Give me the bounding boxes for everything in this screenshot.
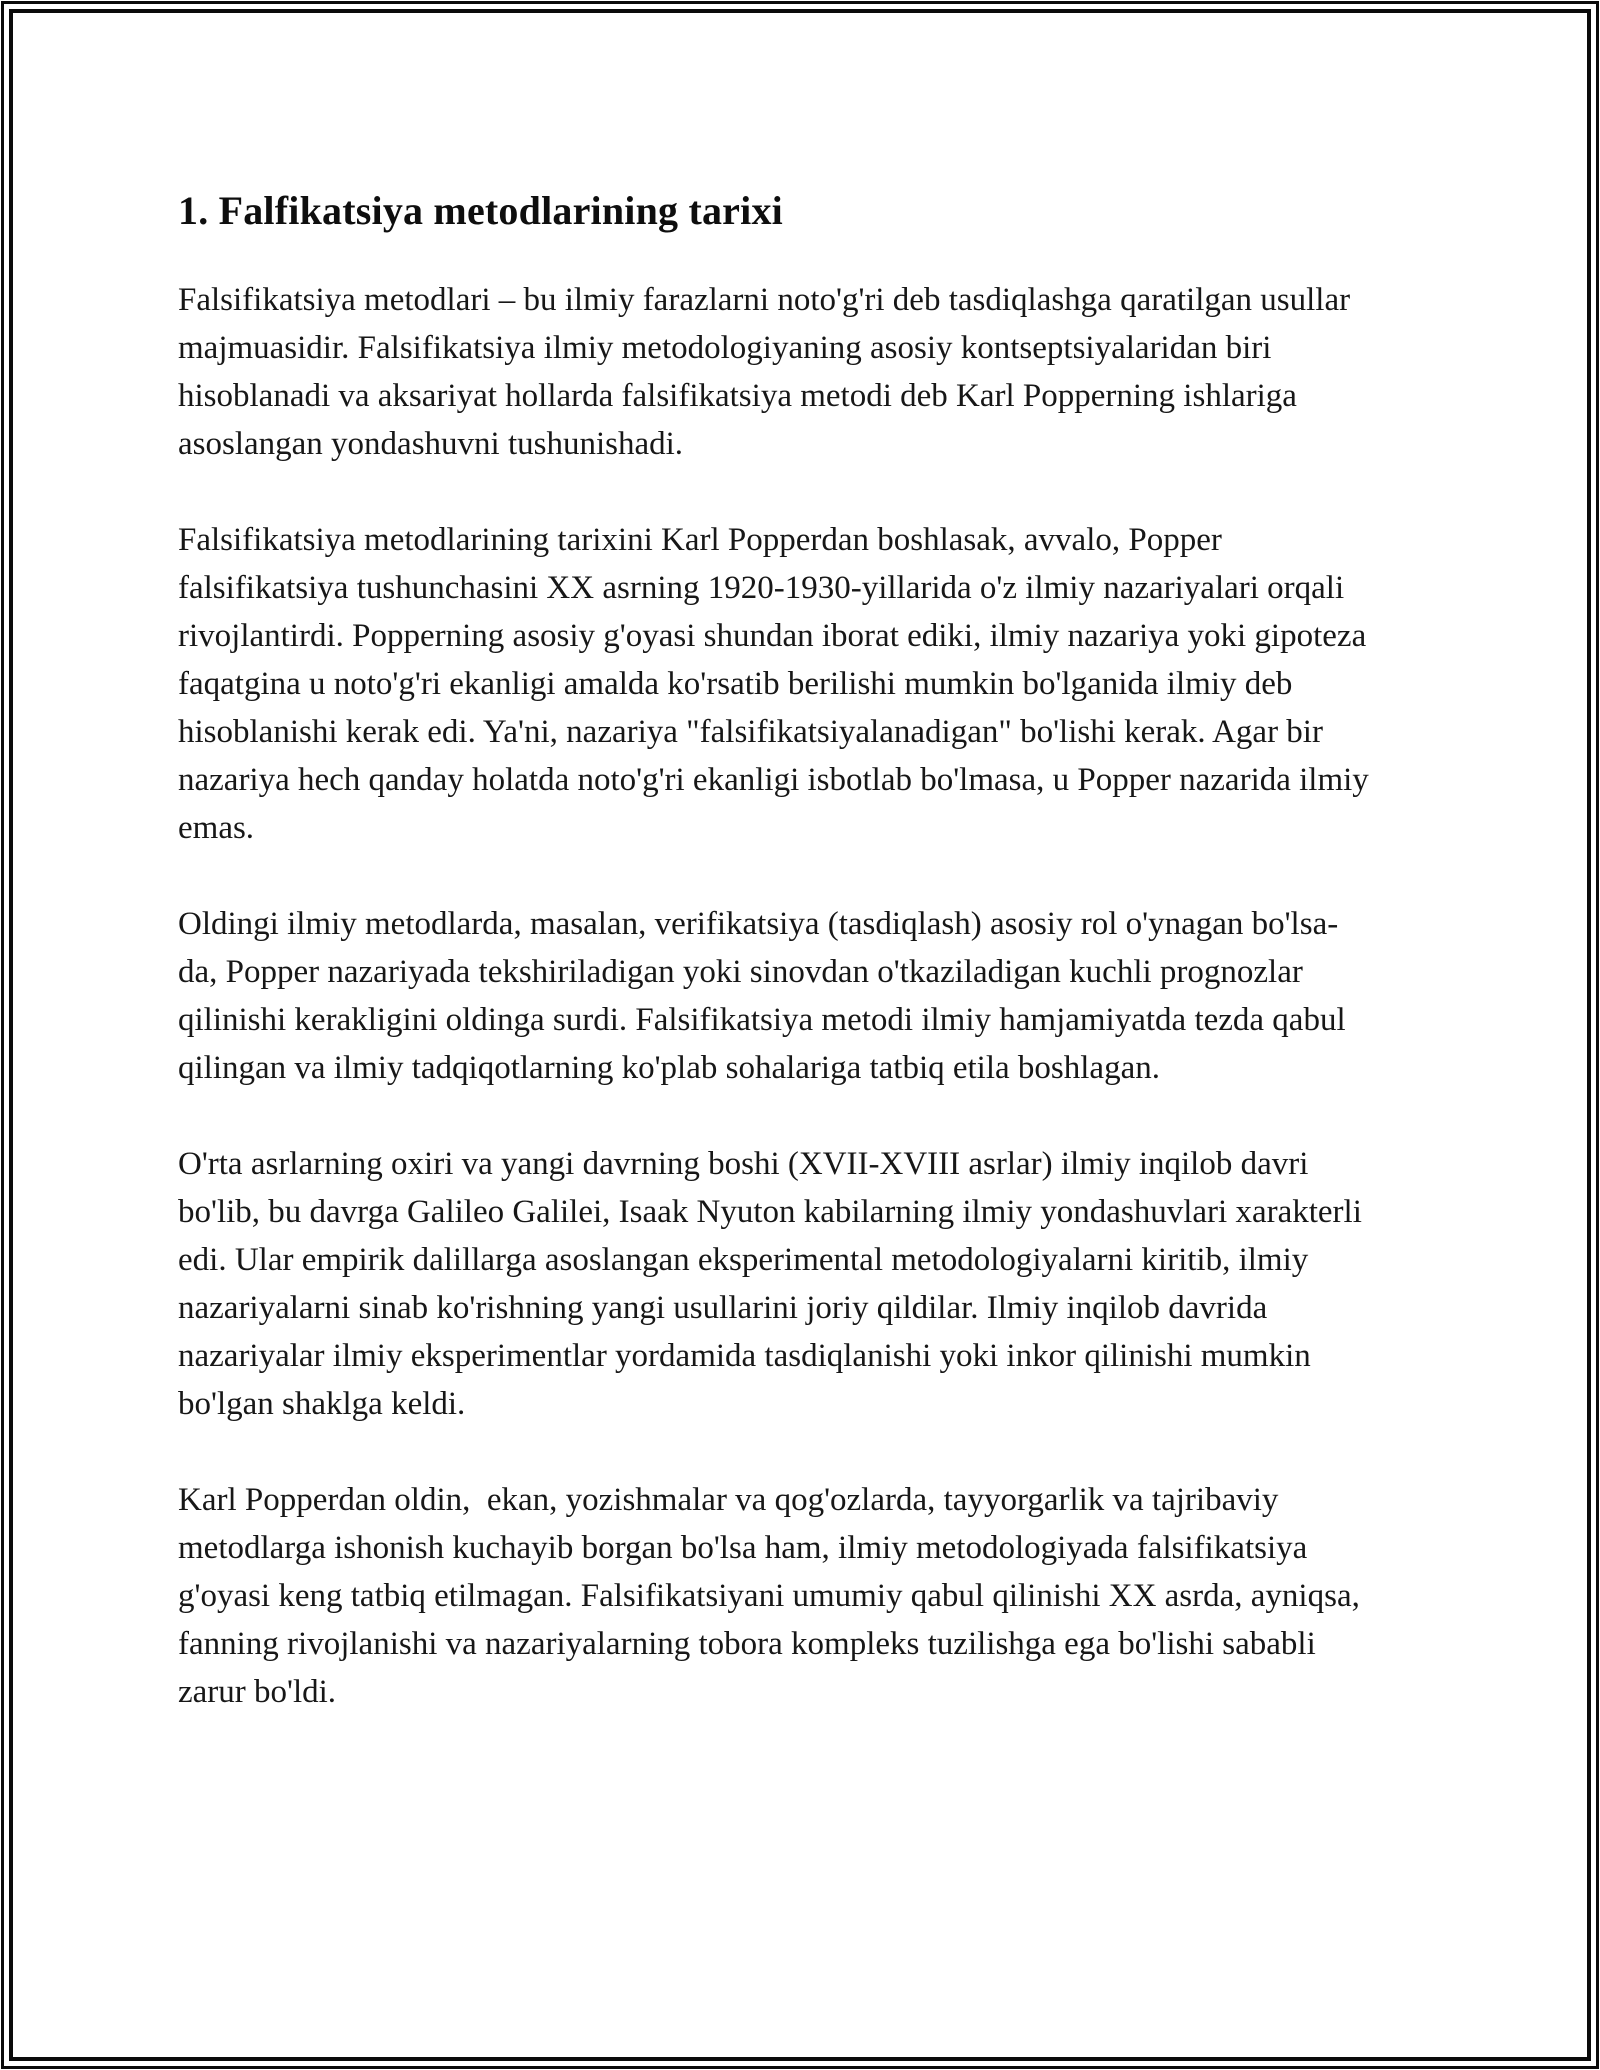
document-title: 1. Falfikatsiya metodlarining tarixi [178,188,783,233]
paragraph-scientific-revolution: O'rta asrlarning oxiri va yangi davrning boshi (XVII-XVIII asrlar) ilmiy inqilob davri bo'lib, bu davrga Galileo Galilei, Isaak Nyuton kabilarning ilmiy yondashuvlari xarakterli edi. Ular empirik dalillarga asoslangan eksperimental metodologiyalarni kiritib, ilmiy nazariyalarni sinab ko'rishning yangi usullarini joriy qildilar. Ilmiy inqilob davrida nazariyalar ilmiy eksperimentlar yordamida tasdiqlanishi yoki inkor qilinishi mumkin bo'lgan shaklga keldi. [178,1146,1371,1422]
document-content [178,188,1378,1764]
paragraph-before-popper: Karl Popperdan oldin, ekan, yozishmalar va qog'ozlarda, tayyorgarlik va tajribaviy metodlarga ishonish kuchayib borgan bo'lsa ham, ilmiy metodologiyada falsifikatsiya g'oyasi keng tatbiq etilmagan. Falsifikatsiyani umumiy qabul qilinishi XX asrda, ayniqsa, fanning rivojlanishi va nazariyalarning tobora kompleks tuzilishga ega bo'lishi sababli zarur bo'ldi. [178,1482,1369,1710]
paragraph-verification-vs-falsification: Oldingi ilmiy metodlarda, masalan, verifikatsiya (tasdiqlash) asosiy rol o'ynagan bo'lsa-da, Popper nazariyada tekshiriladigan yoki sinovdan o'tkaziladigan kuchli prognozlar qilinishi kerakligini oldinga surdi. Falsifikatsiya metodi ilmiy hamjamiyatda tezda qabul qilingan va ilmiy tadqiqotlarning ko'plab sohalariga tatbiq etila boshlagan. [178,906,1354,1086]
paragraph-popper-history: Falsifikatsiya metodlarining tarixini Karl Popperdan boshlasak, avvalo, Popper falsifikatsiya tushunchasini XX asrning 1920-1930-yillarida o'z ilmiy nazariyalari orqali rivojlantirdi. Popperning asosiy g'oyasi shundan iborat ediki, ilmiy nazariya yoki gipoteza faqatgina u noto'g'ri ekanligi amalda ko'rsatib berilishi mumkin bo'lganida ilmiy deb hisoblanishi kerak edi. Ya'ni, nazariya "falsifikatsiyalanadigan" bo'lishi kerak. Agar bir nazariya hech qanday holatda noto'g'ri ekanligi isbotlab bo'lmasa, u Popper nazarida ilmiy emas. [178,522,1378,846]
paragraph-intro: Falsifikatsiya metodlari – bu ilmiy farazlarni noto'g'ri deb tasdiqlashga qaratilgan usullar majmuasidir. Falsifikatsiya ilmiy metodologiyaning asosiy kontseptsiyalaridan biri hisoblanadi va aksariyat hollarda falsifikatsiya metodi deb Karl Popperning ishlariga asoslangan yondashuvni tushunishadi. [178,282,1359,462]
